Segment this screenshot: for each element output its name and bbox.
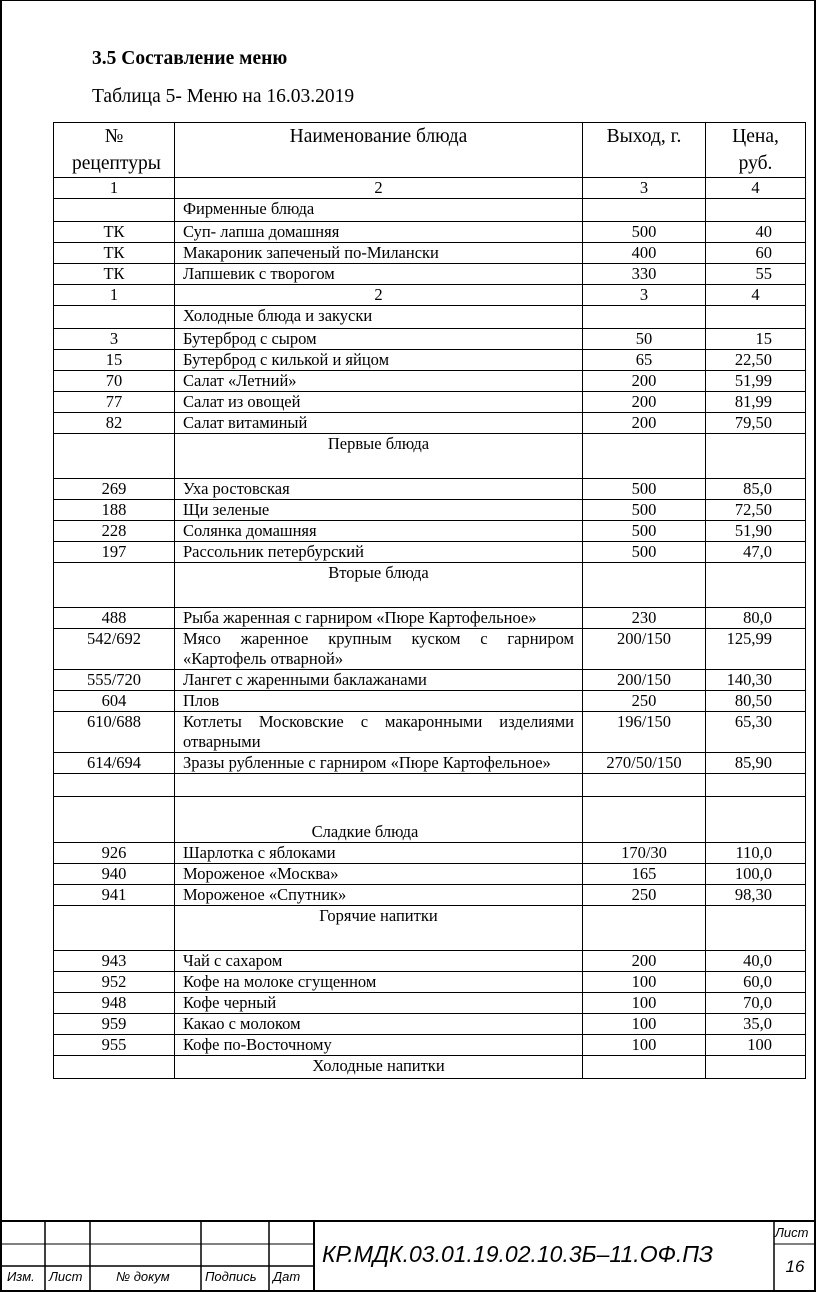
recipe-number-cell: 610/688 [54, 712, 175, 753]
yield-cell: 200 [583, 371, 706, 392]
column-number-cell: 1 [54, 285, 175, 306]
recipe-number-cell: 955 [54, 1035, 175, 1056]
price-cell: 85,90 [706, 753, 806, 774]
recipe-number-cell: 70 [54, 371, 175, 392]
yield-cell: 200 [583, 951, 706, 972]
recipe-number-cell: 952 [54, 972, 175, 993]
price-cell: 40,0 [706, 951, 806, 972]
recipe-number-cell: 3 [54, 329, 175, 350]
dish-name-cell: Кофе на молоке сгущенном [175, 972, 583, 993]
price-cell: 35,0 [706, 1014, 806, 1035]
price-cell: 40 [706, 222, 806, 243]
price-cell: 85,0 [706, 479, 806, 500]
recipe-number-cell: 82 [54, 413, 175, 434]
price-cell: 65,30 [706, 712, 806, 753]
header-yield: Выход, г. [583, 123, 706, 178]
header-dish-name: Наименование блюда [175, 123, 583, 178]
column-number-cell: 2 [175, 285, 583, 306]
recipe-number-cell: 948 [54, 993, 175, 1014]
dish-name-cell: Суп- лапша домашняя [175, 222, 583, 243]
dish-name-cell: Плов [175, 691, 583, 712]
recipe-number-cell: 197 [54, 542, 175, 563]
price-cell: 15 [706, 329, 806, 350]
recipe-number-cell: ТК [54, 264, 175, 285]
yield-cell: 250 [583, 885, 706, 906]
sheet-number: 16 [785, 1257, 805, 1276]
recipe-number-cell: 77 [54, 392, 175, 413]
dish-name-cell: Мороженое «Спутник» [175, 885, 583, 906]
yield-cell: 500 [583, 521, 706, 542]
stamp-label-date: Дат [273, 1269, 301, 1284]
column-number-cell: 4 [706, 178, 806, 199]
dish-name-cell: Шарлотка с яблоками [175, 843, 583, 864]
yield-cell: 100 [583, 1035, 706, 1056]
recipe-number-cell: 941 [54, 885, 175, 906]
dish-name-cell: Рыба жаренная с гарниром «Пюре Картофельное» [175, 608, 583, 629]
dish-name-cell: Бутерброд с сыром [175, 329, 583, 350]
recipe-number-cell: 269 [54, 479, 175, 500]
price-cell: 72,50 [706, 500, 806, 521]
stamp-label-signature: Подпись [205, 1269, 257, 1284]
section-title: Горячие напитки [175, 906, 583, 951]
yield-cell: 196/150 [583, 712, 706, 753]
recipe-number-cell: 15 [54, 350, 175, 371]
price-cell: 70,0 [706, 993, 806, 1014]
stamp-label-sheet: Лист [49, 1269, 83, 1284]
header-recipe-number: № рецептуры [54, 123, 175, 178]
section-title: Сладкие блюда [175, 797, 583, 843]
dish-name-cell: Зразы рубленные с гарниром «Пюре Картофельное» [175, 753, 583, 774]
dish-name-cell: Уха ростовская [175, 479, 583, 500]
recipe-number-cell: 943 [54, 951, 175, 972]
price-cell: 100,0 [706, 864, 806, 885]
yield-cell: 100 [583, 993, 706, 1014]
recipe-number-cell: 488 [54, 608, 175, 629]
price-cell: 55 [706, 264, 806, 285]
header-price: Цена, руб. [706, 123, 806, 178]
yield-cell: 330 [583, 264, 706, 285]
price-cell: 60,0 [706, 972, 806, 993]
price-cell: 51,99 [706, 371, 806, 392]
dish-name-cell: Лангет с жаренными баклажанами [175, 670, 583, 691]
price-cell: 125,99 [706, 629, 806, 670]
yield-cell: 200 [583, 392, 706, 413]
dish-name-cell: Щи зеленые [175, 500, 583, 521]
yield-cell: 500 [583, 500, 706, 521]
price-cell: 79,50 [706, 413, 806, 434]
yield-cell: 170/30 [583, 843, 706, 864]
section-title: Холодные блюда и закуски [175, 306, 583, 329]
price-cell: 80,0 [706, 608, 806, 629]
dish-name-cell: Солянка домашняя [175, 521, 583, 542]
dish-name-cell: Котлеты Московские с макаронными изделиями отварными [175, 712, 583, 753]
price-cell: 98,30 [706, 885, 806, 906]
section-title: Холодные напитки [175, 1056, 583, 1079]
yield-cell: 250 [583, 691, 706, 712]
yield-cell: 50 [583, 329, 706, 350]
yield-cell: 100 [583, 1014, 706, 1035]
recipe-number-cell: 614/694 [54, 753, 175, 774]
column-number-cell: 4 [706, 285, 806, 306]
recipe-number-cell: ТК [54, 222, 175, 243]
section-heading: 3.5 Составление меню [92, 48, 288, 69]
price-cell: 51,90 [706, 521, 806, 542]
recipe-number-cell: 604 [54, 691, 175, 712]
section-title: Первые блюда [175, 434, 583, 479]
yield-cell: 65 [583, 350, 706, 371]
price-cell: 140,30 [706, 670, 806, 691]
recipe-number-cell: 940 [54, 864, 175, 885]
yield-cell: 100 [583, 972, 706, 993]
section-title: Фирменные блюда [175, 199, 583, 222]
recipe-number-cell: 555/720 [54, 670, 175, 691]
price-cell: 22,50 [706, 350, 806, 371]
dish-name-cell: Мясо жаренное крупным куском с гарниром «Картофель отварной» [175, 629, 583, 670]
document-code: КР.МДК.03.01.19.02.10.3Б–11.ОФ.ПЗ [322, 1241, 714, 1267]
yield-cell: 165 [583, 864, 706, 885]
dish-name-cell: Салат из овощей [175, 392, 583, 413]
yield-cell: 500 [583, 222, 706, 243]
price-cell: 100 [706, 1035, 806, 1056]
column-number-cell: 2 [175, 178, 583, 199]
dish-name-cell: Бутерброд с килькой и яйцом [175, 350, 583, 371]
sheet-label: Лист [775, 1225, 809, 1240]
yield-cell: 230 [583, 608, 706, 629]
column-number-cell: 1 [54, 178, 175, 199]
yield-cell: 200 [583, 413, 706, 434]
recipe-number-cell: ТК [54, 243, 175, 264]
stamp-label-change: Изм. [7, 1269, 35, 1284]
yield-cell: 500 [583, 542, 706, 563]
yield-cell: 200/150 [583, 629, 706, 670]
yield-cell: 400 [583, 243, 706, 264]
recipe-number-cell: 959 [54, 1014, 175, 1035]
dish-name-cell: Кофе черный [175, 993, 583, 1014]
recipe-number-cell: 542/692 [54, 629, 175, 670]
dish-name-cell: Кофе по-Восточному [175, 1035, 583, 1056]
dish-name-cell: Рассольник петербурский [175, 542, 583, 563]
table-caption: Таблица 5- Меню на 16.03.2019 [92, 86, 355, 107]
price-cell: 110,0 [706, 843, 806, 864]
recipe-number-cell: 188 [54, 500, 175, 521]
column-number-cell: 3 [583, 285, 706, 306]
column-number-cell: 3 [583, 178, 706, 199]
price-cell: 60 [706, 243, 806, 264]
dish-name-cell: Лапшевик с творогом [175, 264, 583, 285]
yield-cell: 500 [583, 479, 706, 500]
dish-name-cell: Какао с молоком [175, 1014, 583, 1035]
dish-name-cell: Чай с сахаром [175, 951, 583, 972]
section-title: Вторые блюда [175, 563, 583, 608]
yield-cell: 270/50/150 [583, 753, 706, 774]
recipe-number-cell: 926 [54, 843, 175, 864]
recipe-number-cell: 228 [54, 521, 175, 542]
dish-name-cell: Мороженое «Москва» [175, 864, 583, 885]
price-cell: 80,50 [706, 691, 806, 712]
dish-name-cell: Салат «Летний» [175, 371, 583, 392]
price-cell: 81,99 [706, 392, 806, 413]
yield-cell: 200/150 [583, 670, 706, 691]
dish-name-cell: Макароник запеченый по-Милански [175, 243, 583, 264]
price-cell: 47,0 [706, 542, 806, 563]
stamp-label-doc-number: № докум [116, 1269, 170, 1284]
dish-name-cell: Салат витаминый [175, 413, 583, 434]
